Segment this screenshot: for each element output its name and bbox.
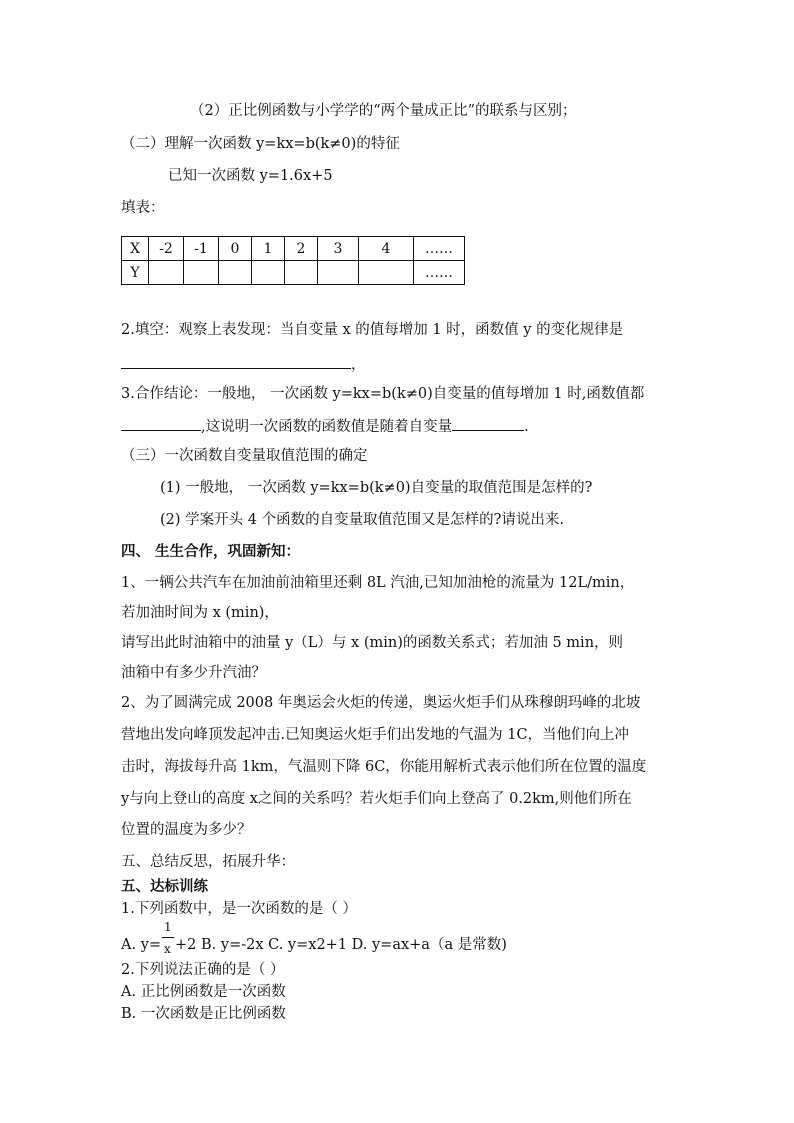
table-cell: 3 <box>318 237 359 261</box>
problem-2-line-5: 位置的温度为多少？ <box>121 822 252 838</box>
table-cell <box>359 261 414 285</box>
fraction <box>161 920 175 956</box>
section-5-heading: 五、总结反思，拓展升华： <box>121 854 295 870</box>
test-question-2-option-a: A. 正比例函数是一次函数 <box>121 984 286 1000</box>
table-cell: -1 <box>184 237 219 261</box>
problem-1-line-4: 油箱中有多少升汽油？ <box>121 665 266 681</box>
table-cell <box>149 261 184 285</box>
table-cell: 2 <box>285 237 318 261</box>
test-question-2-option-b: B. 一次函数是正比例函数 <box>121 1006 286 1022</box>
table-cell: 1 <box>252 237 285 261</box>
answer-blank <box>121 352 351 369</box>
table-cell: 0 <box>219 237 252 261</box>
problem-2-line-4: y与向上登山的高度 x之间的关系吗？若火炬手们向上登高了 0.2km,则他们所在 <box>121 791 632 807</box>
section-5-practice-heading: 五、达标训练 <box>121 878 208 895</box>
question-2-answer-line <box>121 352 366 375</box>
table-cell: -2 <box>149 237 184 261</box>
table-cell: …… <box>414 237 465 261</box>
fraction-denominator: x <box>164 942 171 956</box>
question-3-answer-line <box>121 414 529 437</box>
table-row-x <box>122 237 465 261</box>
table-cell <box>285 261 318 285</box>
table-cell: 4 <box>359 237 414 261</box>
question-3-text: 3.合作结论：一般地， 一次函数 y=kx=b(k≠0)自变量的值每增加 1 时,函数值都 <box>121 386 645 402</box>
test-question-1-options <box>121 920 507 956</box>
table-row-y <box>122 261 465 285</box>
table-cell <box>219 261 252 285</box>
answer-blank <box>452 414 524 431</box>
problem-2-line-3: 击时，海拔每升高 1km，气温则下降 6C，你能用解析式表示他们所在位置的温度 <box>121 759 647 775</box>
test-question-1: 1.下列函数中，是一次函数的是（ ） <box>121 901 357 917</box>
options-rest: +2 B. y=-2x C. y=x2+1 D. y=ax+a（a 是常数) <box>175 937 507 953</box>
fill-table-label: 填表： <box>121 200 165 216</box>
problem-1-line-1: 1、一辆公共汽车在加油前油箱里还剩 8L 汽油,已知加油枪的流量为 12L/min， <box>121 575 635 591</box>
punctuation: ， <box>351 357 366 373</box>
table-cell: X <box>122 237 149 261</box>
problem-1-line-2: 若加油时间为 x (min)， <box>121 605 279 621</box>
section-3-item-2: (2) 学案开头 4 个函数的自变量取值范围又是怎样的?请说出来. <box>160 512 564 528</box>
given-function: 已知一次函数 y=1.6x+5 <box>168 168 333 184</box>
table-cell: …… <box>414 261 465 285</box>
fraction-bar <box>162 937 174 938</box>
fraction-numerator: 1 <box>164 920 172 934</box>
section-3-item-1: (1) 一般地， 一次函数 y=kx=b(k≠0)自变量的取值范围是怎样的? <box>160 480 593 496</box>
punctuation: . <box>524 419 529 435</box>
section-3-heading: （三）一次函数自变量取值范围的确定 <box>121 448 368 464</box>
line-comparison: （2）正比例函数与小学学的“两个量成正比”的联系与区别； <box>190 103 577 119</box>
problem-2-line-1: 2、为了圆满完成 2008 年奥运会火炬的传递，奥运火炬手们从珠穆朗玛峰的北坡 <box>121 695 641 711</box>
table-cell: Y <box>122 261 149 285</box>
table-cell <box>318 261 359 285</box>
test-question-2: 2.下列说法正确的是（ ） <box>121 962 285 978</box>
problem-1-line-3: 请写出此时油箱中的油量 y（L）与 x (min)的函数关系式；若加油 5 min，则 <box>121 635 624 651</box>
table-cell <box>184 261 219 285</box>
section-4-heading: 四、 生生合作，巩固新知： <box>121 543 301 560</box>
question-3-continuation: ,这说明一次函数的函数值是随着自变量 <box>201 419 453 435</box>
table-cell <box>252 261 285 285</box>
option-a-prefix: A. y= <box>121 937 162 953</box>
value-table <box>121 236 465 285</box>
question-2-text: 2.填空：观察上表发现：当自变量 x 的值每增加 1 时，函数值 y 的变化规律是 <box>121 322 624 338</box>
problem-2-line-2: 营地出发向峰顶发起冲击.已知奥运火炬手们出发地的气温为 1C，当他们向上冲 <box>121 727 630 743</box>
answer-blank <box>121 414 201 431</box>
section-2-heading: （二）理解一次函数 y=kx=b(k≠0)的特征 <box>121 136 400 152</box>
